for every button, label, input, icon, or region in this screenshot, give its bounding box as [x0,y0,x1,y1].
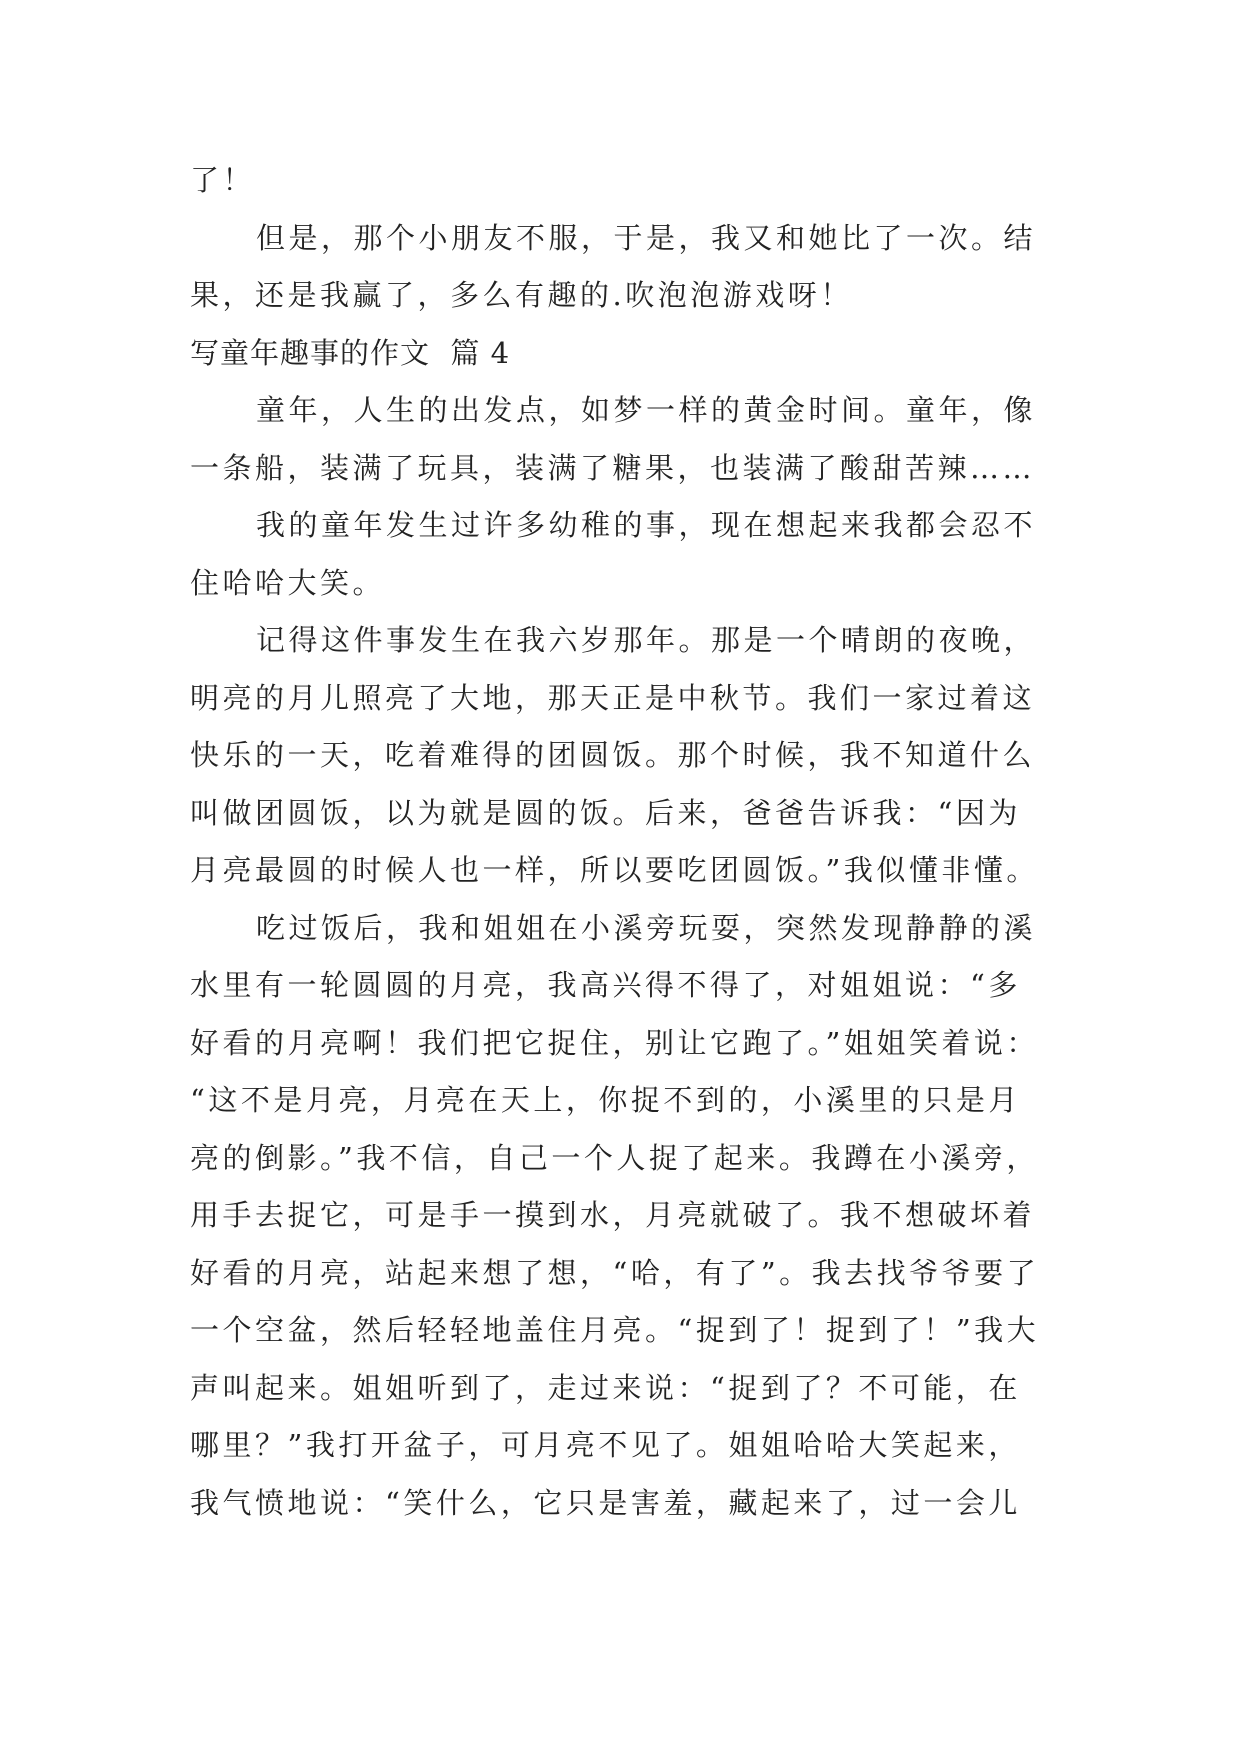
text-line: 亮的倒影。”我不信，自己一个人捉了起来。我蹲在小溪旁， [190,1140,1039,1175]
paragraph-2 [190,210,1080,325]
text-line: 快乐的一天，吃着难得的团圆饭。那个时候，我不知道什么 [190,738,1036,772]
text-line: 住哈哈大笑。 [190,565,386,600]
text-line: 声叫起来。姐姐听到了，走过来说：“捉到了？不可能，在 [190,1370,1021,1405]
section-heading [190,325,1080,383]
paragraph-4 [190,497,1080,612]
text-line: 一个空盆，然后轻轻地盖住月亮。“捉到了！捉到了！”我大 [190,1313,1040,1347]
text-line: 月亮最圆的时候人也一样，所以要吃团圆饭。”我似懂非懂。 [190,853,1039,887]
text-line: 了！ [190,163,256,197]
text-line: 我的童年发生过许多幼稚的事，现在想起来我都会忍不 [256,508,1037,542]
text-line: 一条船，装满了玩具，装满了糖果，也装满了酸甜苦辣…… [190,450,1036,485]
text-line: 哪里？”我打开盆子，可月亮不见了。姐姐哈哈大笑起来， [190,1428,1021,1462]
text-line: 我气愤地说：“笑什么，它只是害羞，藏起来了，过一会儿 [190,1485,1021,1520]
text-line: 吃过饭后，我和姐姐在小溪旁玩耍，突然发现静静的溪 [256,910,1037,945]
text-line: 好看的月亮，站起来想了想，“哈，有了”。我去找爷爷要了 [190,1255,1040,1290]
paragraph-5 [190,612,1080,900]
text-line: 童年，人生的出发点，如梦一样的黄金时间。童年，像 [256,393,1037,427]
text-line: 水里有一轮圆圆的月亮，我高兴得不得了，对姐姐说：“多 [190,968,1021,1002]
document-body [190,152,1080,1532]
text-line: 好看的月亮啊！我们把它捉住，别让它跑了。”姐姐笑着说： [190,1025,1039,1060]
heading-text: 写童年趣事的作文 篇 4 [190,335,511,370]
text-line: 明亮的月儿照亮了大地，那天正是中秋节。我们一家过着这 [190,680,1036,715]
text-line: 但是，那个小朋友不服，于是，我又和她比了一次。结 [256,220,1037,255]
text-line: “这不是月亮，月亮在天上，你捉不到的，小溪里的只是月 [190,1083,1021,1117]
text-line: 用手去捉它，可是手一摸到水，月亮就破了。我不想破坏着 [190,1198,1036,1232]
paragraph-6 [190,900,1080,1533]
paragraph-3 [190,382,1080,497]
text-line: 果，还是我赢了，多么有趣的.吹泡泡游戏呀！ [190,278,853,312]
text-line: 叫做团圆饭，以为就是圆的饭。后来，爸爸告诉我：“因为 [190,795,1021,830]
paragraph-1 [190,152,1080,210]
text-line: 记得这件事发生在我六岁那年。那是一个晴朗的夜晚， [256,623,1037,657]
